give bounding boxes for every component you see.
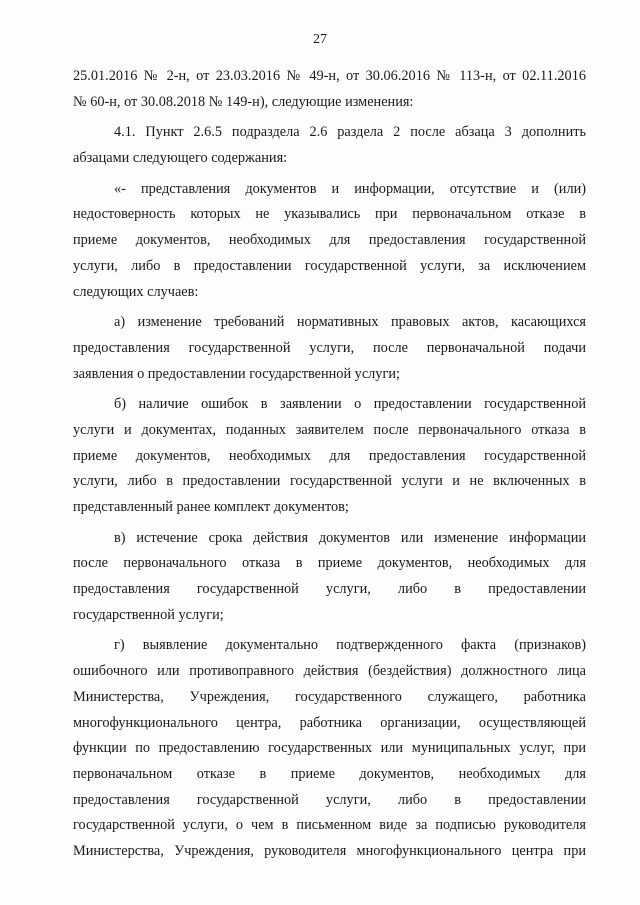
text-line: приеме документов, необходимых для предоставления государственной [73, 447, 586, 464]
text-line: услуги, либо в предоставлении государственной услуги и не включенных в [73, 473, 586, 490]
text-line: абзацами следующего содержания: [73, 150, 288, 167]
text-line: Министерства, Учреждения, руководителя многофункционального центра при [73, 842, 586, 859]
text-line: предоставления государственной услуги, либо в предоставлении [73, 581, 586, 598]
text-line: заявления о предоставлении государственной услуги; [73, 365, 400, 382]
text-line: № 60-н, от 30.08.2018 № 149-н), следующие изменения: [73, 93, 414, 110]
text-line: в) истечение срока действия документов или изменение информации [114, 529, 586, 546]
text-line: многофункционального центра, работника организации, осуществляющей [73, 714, 586, 731]
text-line: Министерства, Учреждения, государственного служащего, работника [73, 688, 586, 705]
text-line: представленный ранее комплект документов; [73, 499, 349, 515]
text-line: предоставления государственной услуги, либо в предоставлении [73, 791, 586, 808]
text-line: первоначальном отказе в приеме документов, необходимых для [73, 765, 586, 782]
text-line: 4.1. Пункт 2.6.5 подраздела 2.6 раздела 2 после абзаца 3 дополнить [114, 124, 586, 141]
text-line: услуги и документах, поданных заявителем после первоначального отказа в [73, 421, 586, 438]
text-line: услуги, либо в предоставлении государственной услуги, за исключением [73, 257, 586, 274]
document-body [73, 64, 586, 865]
text-line: а) изменение требований нормативных правовых актов, касающихся [114, 314, 586, 331]
text-line: ошибочного или противоправного действия (бездействия) должностного лица [73, 663, 586, 680]
text-line: государственной услуги; [73, 606, 224, 623]
text-line: приеме документов, необходимых для предоставления государственной [73, 232, 586, 249]
text-line: следующих случаев: [73, 283, 199, 300]
text-line: б) наличие ошибок в заявлении о предоставлении государственной [114, 396, 586, 413]
text-line: 25.01.2016 № 2-н, от 23.03.2016 № 49-н, от 30.06.2016 № 113-н, от 02.11.2016 [73, 68, 586, 84]
text-line: после первоначального отказа в приеме документов, необходимых для [73, 555, 586, 572]
text-line: государственной услуги, о чем в письменном виде за подписью руководителя [73, 817, 586, 834]
text-line: недостоверность которых не указывались при первоначальном отказе в [73, 206, 586, 223]
text-line: функции по предоставлению государственных или муниципальных услуг, при [73, 740, 586, 757]
text-line: предоставления государственной услуги, после первоначальной подачи [73, 339, 586, 356]
page-number: 27 [313, 32, 327, 47]
text-line: г) выявление документально подтвержденного факта (признаков) [114, 637, 586, 654]
text-line: «- представления документов и информации, отсутствие и (или) [114, 180, 586, 197]
